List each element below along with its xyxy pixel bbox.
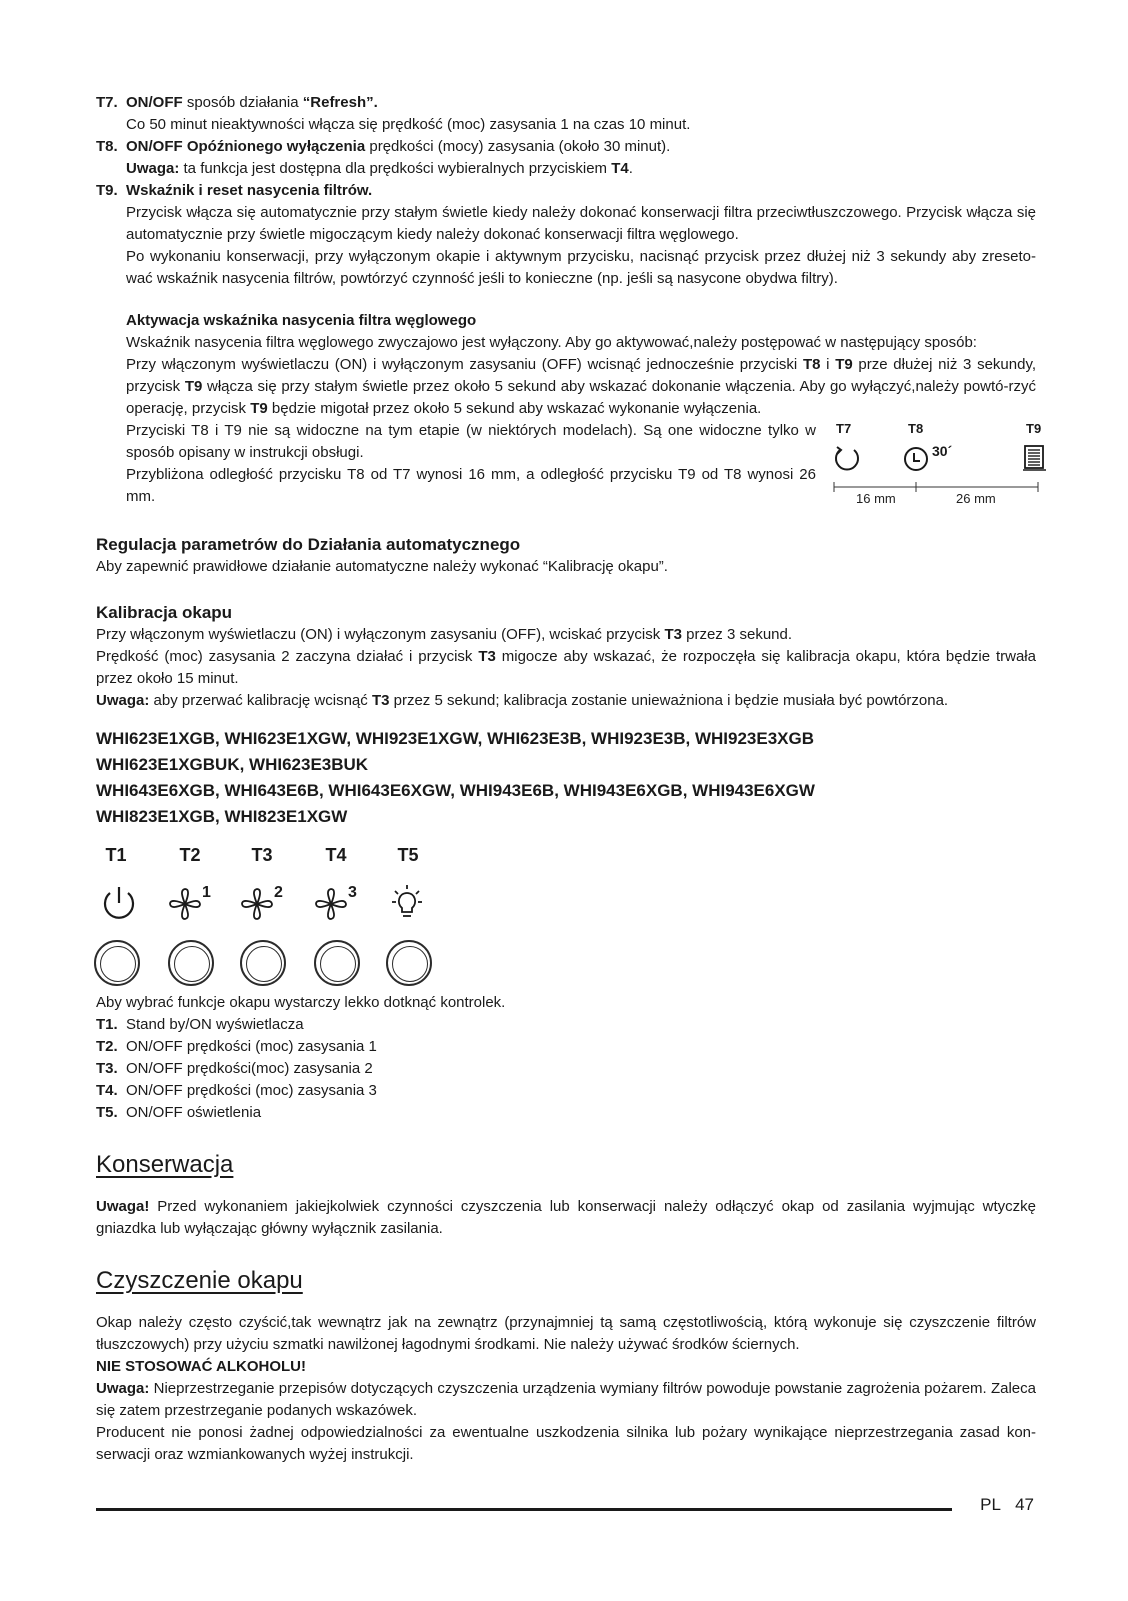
auto-mode-text: Aby zapewnić prawidłowe działanie automatyczne należy wykonać “Kalibrację okapu”. xyxy=(96,558,668,575)
maintenance-heading: Konserwacja xyxy=(96,1151,234,1178)
t7-item xyxy=(96,92,1036,136)
cleaning-note: Uwaga: Nieprzestrzeganie przepisów dotyczących czyszczenia urządzenia wymiany filtrów powoduje powstanie zagrożenia pożarem. Zaleca się zatem przestrzeganie podanych wskazówek. xyxy=(96,1380,1036,1419)
t8-title: ON/OFF Opóźnionego wyłączenia prędkości (mocy) zasysania (około 30 minut). xyxy=(126,138,671,155)
carbon-filter-section xyxy=(96,310,1042,510)
no-alcohol-warning: NIE STOSOWAĆ ALKOHOLU! xyxy=(96,1358,306,1375)
model-line: WHI623E1XGBUK, WHI623E3BUK xyxy=(96,755,369,774)
fan-speed-1-icon xyxy=(168,884,212,924)
t4-button[interactable] xyxy=(314,940,360,986)
panel-label-t4: T4 xyxy=(325,845,347,865)
cleaning-section xyxy=(96,1312,1036,1466)
power-icon xyxy=(98,884,142,924)
light-icon xyxy=(386,884,430,924)
panel-label-t2: T2 xyxy=(179,845,201,865)
dimension-16mm: 16 mm xyxy=(856,491,896,506)
cleaning-paragraph-1: Okap należy często czyścić,tak wewnątrz jak na zewnątrz (przynajmniej tą samą częstotliwością, którą wykonuje się czyszczenie filtrów tłuszczowych) przy użyciu szmatki nawilżonej łagodnymi środkami. Nie należy używać środków ściernych. xyxy=(96,1314,1036,1353)
control-item-t5: T5. ON/OFF oświetlenia xyxy=(96,1104,262,1121)
diagram-label-t7: T7 xyxy=(836,421,852,436)
calibration-line-2: Prędkość (moc) zasysania 2 zaczyna działać i przycisk T3 migocze aby wskazać, że rozpoczęła się kalibracja okapu, która będzie trwała przez około 15 minut. xyxy=(96,648,1036,687)
calibration-note: Uwaga: aby przerwać kalibrację wcisnąć T3 przez 5 sekund; kalibracja zostanie unieważniona i będzie musiała być powtórzona. xyxy=(96,692,949,709)
auto-mode-heading: Regulacja parametrów do Działania automatycznego xyxy=(96,535,521,554)
carbon-filter-line-4: Przybliżona odległość przycisku T8 od T7 wynosi 16 mm, a odległość przycisku T9 od T8 wynosi 26 mm. xyxy=(126,466,816,505)
calibration-section xyxy=(96,624,1036,712)
t5-button[interactable] xyxy=(386,940,432,986)
calibration-heading: Kalibracja okapu xyxy=(96,603,233,622)
t9-title: Wskaźnik i reset nasycenia filtrów. xyxy=(126,182,373,199)
control-item-t2: T2. ON/OFF prędkości (moc) zasysania 1 xyxy=(96,1038,377,1055)
t9-item xyxy=(96,180,1036,290)
control-panel-diagram xyxy=(96,844,456,984)
fan-speed-3-icon xyxy=(314,884,358,924)
t2-button[interactable] xyxy=(168,940,214,986)
model-line: WHI823E1XGB, WHI823E1XGW xyxy=(96,807,348,826)
speed-digit-3: 3 xyxy=(348,884,357,901)
maintenance-warning: Uwaga! Przed wykonaniem jakiejkolwiek czynności czyszczenia lub konserwacji należy odłączyć okap od zasilania wyjmując wtyczkę gniazdka lub wyłączając główny wyłącznik zasilania. xyxy=(96,1198,1036,1237)
control-item-t4: T4. ON/OFF prędkości (moc) zasysania 3 xyxy=(96,1082,377,1099)
carbon-filter-line-3: Przyciski T8 i T9 nie są widoczne na tym etapie (w niektórych modelach). Są one widoczne tylko w sposób opisany w instrukcji obsługi. xyxy=(126,422,816,461)
refresh-icon xyxy=(832,444,862,474)
diagram-label-t9: T9 xyxy=(1026,421,1042,436)
page-number: PL 47 xyxy=(980,1495,1034,1514)
carbon-filter-line-2: Przy włączonym wyświetlaczu (ON) i wyłączonym zasysaniu (OFF) wcisnąć jednocześnie przyciski T8 i T9 prze dłużej niż 3 sekundy, przycisk T9 włącza się przy stałym świetle przez około 5 sekund aby wskazać dokonanie włączenia. Aby go wyłączyć,należy powtó-rzyć operację, przycisk T9 będzie migotał przez około 5 sekund aby wskazać wykonanie wyłączenia. xyxy=(126,356,1036,417)
calibration-line-1: Przy włączonym wyświetlaczu (ON) i wyłączonym zasysaniu (OFF), wciskać przycisk T3 przez 3 sekund. xyxy=(96,626,793,643)
t9-paragraph-2: Po wykonaniu konserwacji, przy wyłączonym okapie i aktywnym przycisku, nacisnąć przycisk przez dłużej niż 3 sekundy aby zreseto-wać wskaźnik nasycenia filtrów, powtórzyć czynność jeśli to konieczne (np. jeśli są nasycone obydwa filtry). xyxy=(126,248,1036,287)
panel-label-t1: T1 xyxy=(105,845,127,865)
dimension-26mm: 26 mm xyxy=(956,491,996,506)
timer-icon xyxy=(902,444,932,474)
cleaning-heading: Czyszczenie okapu xyxy=(96,1267,303,1294)
t7-t8-t9-diagram xyxy=(832,418,1042,510)
t8-number: T8. xyxy=(96,138,118,155)
control-item-t3: T3. ON/OFF prędkości(moc) zasysania 2 xyxy=(96,1060,373,1077)
t8-item xyxy=(96,136,1036,180)
footer-rule xyxy=(96,1508,952,1511)
speed-digit-2: 2 xyxy=(274,884,283,901)
model-line: WHI623E1XGB, WHI623E1XGW, WHI923E1XGW, WHI623E3B, WHI923E3B, WHI923E3XGB xyxy=(96,729,815,748)
t1-button[interactable] xyxy=(94,940,140,986)
t7-title: ON/OFF sposób działania “Refresh”. xyxy=(126,94,378,111)
panel-label-t5: T5 xyxy=(397,845,419,865)
timer-30-label: 30´ xyxy=(932,443,953,459)
cleaning-disclaimer: Producent nie ponosi żadnej odpowiedzialności za ewentualne uszkodzenia silnika lub pożary wynikające nieprzestrzegania zasad kon-serwacji oraz wzmiankowanych wyżej instrukcji. xyxy=(96,1424,1036,1463)
carbon-filter-line-1: Wskaźnik nasycenia filtra węglowego zwyczajowo jest wyłączony. Aby go aktywować,należy postępować w następujący sposób: xyxy=(126,334,977,351)
t9-number: T9. xyxy=(96,182,118,199)
filter-icon xyxy=(1022,444,1048,472)
diagram-label-t8: T8 xyxy=(908,421,924,436)
t7-description: Co 50 minut nieaktywności włącza się prędkość (moc) zasysania 1 na czas 10 minut. xyxy=(126,116,691,133)
t3-button[interactable] xyxy=(240,940,286,986)
panel-label-t3: T3 xyxy=(251,845,273,865)
t8-note: Uwaga: ta funkcja jest dostępna dla prędkości wybieralnych przyciskiem T4. xyxy=(126,160,633,177)
page-content xyxy=(96,92,1042,1466)
model-list xyxy=(96,726,1036,830)
carbon-filter-title: Aktywacja wskaźnika nasycenia filtra węglowego xyxy=(126,312,477,329)
model-line: WHI643E6XGB, WHI643E6B, WHI643E6XGW, WHI943E6B, WHI943E6XGB, WHI943E6XGW xyxy=(96,781,815,800)
controls-intro: Aby wybrać funkcje okapu wystarczy lekko dotknąć kontrolek. xyxy=(96,994,506,1011)
fan-speed-2-icon xyxy=(240,884,284,924)
t7-number: T7. xyxy=(96,94,118,111)
t9-paragraph-1: Przycisk włącza się automatycznie przy stałym świetle kiedy należy dokonać konserwacji filtra przeciwtłuszczowego. Przycisk włącza się automatycznie przy świetle migoczącym kiedy należy dokonać konserwacji filtra węglowego. xyxy=(126,204,1036,243)
speed-digit-1: 1 xyxy=(202,884,211,901)
control-item-t1: T1. Stand by/ON wyświetlacza xyxy=(96,1016,304,1033)
